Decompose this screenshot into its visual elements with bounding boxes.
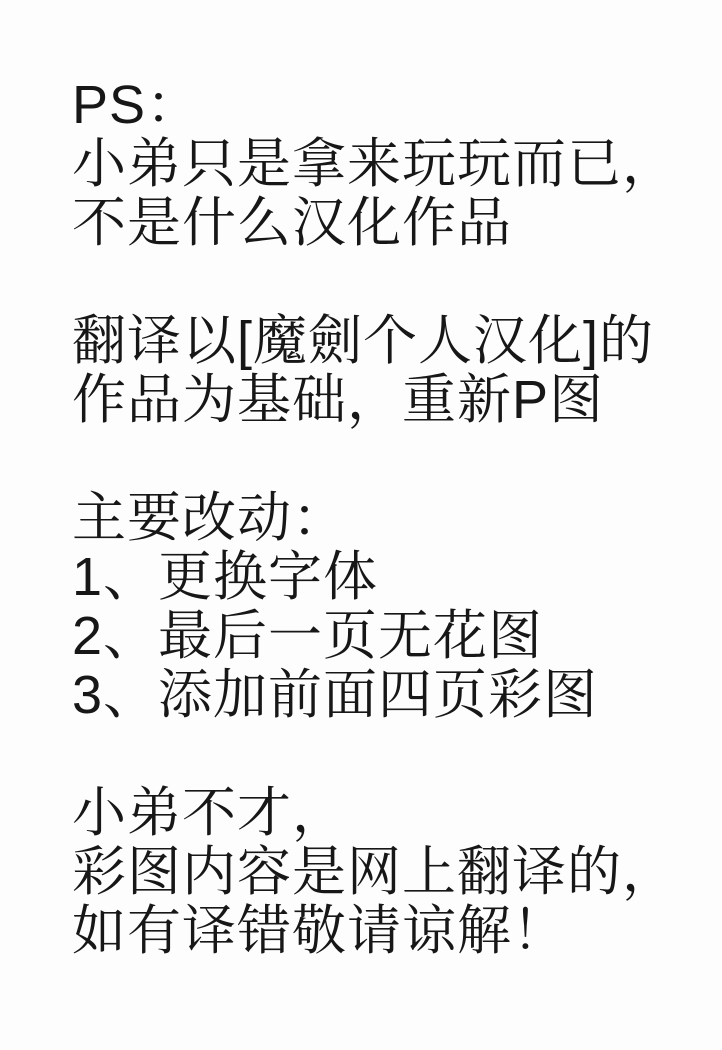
text-line-change-3: 3、添加前面四页彩图 (72, 665, 599, 725)
text-line-apology-2: 彩图内容是网上翻译的， (72, 842, 677, 902)
text-line-ps-label: PS： (72, 75, 202, 135)
text-line-source-2: 作品为基础，重新P图 (72, 370, 605, 430)
text-line-source-1: 翻译以[魔劍个人汉化]的 (72, 311, 655, 371)
text-line-apology-1: 小弟不才， (72, 783, 347, 843)
paragraph-main-changes (72, 489, 702, 725)
paragraph-disclaimer (72, 76, 702, 253)
paragraph-translation-source (72, 312, 702, 430)
text-line-change-2: 2、最后一页无花图 (72, 606, 544, 666)
text-line-disclaimer-2: 不是什么汉化作品 (72, 193, 512, 253)
paragraph-apology (72, 784, 702, 961)
text-line-changes-heading: 主要改动： (72, 488, 347, 548)
text-line-apology-3: 如有译错敬请谅解！ (72, 901, 567, 961)
text-line-disclaimer-1: 小弟只是拿来玩玩而已， (72, 134, 677, 194)
text-line-change-1: 1、更换字体 (72, 547, 379, 607)
notice-text-block (72, 76, 702, 961)
